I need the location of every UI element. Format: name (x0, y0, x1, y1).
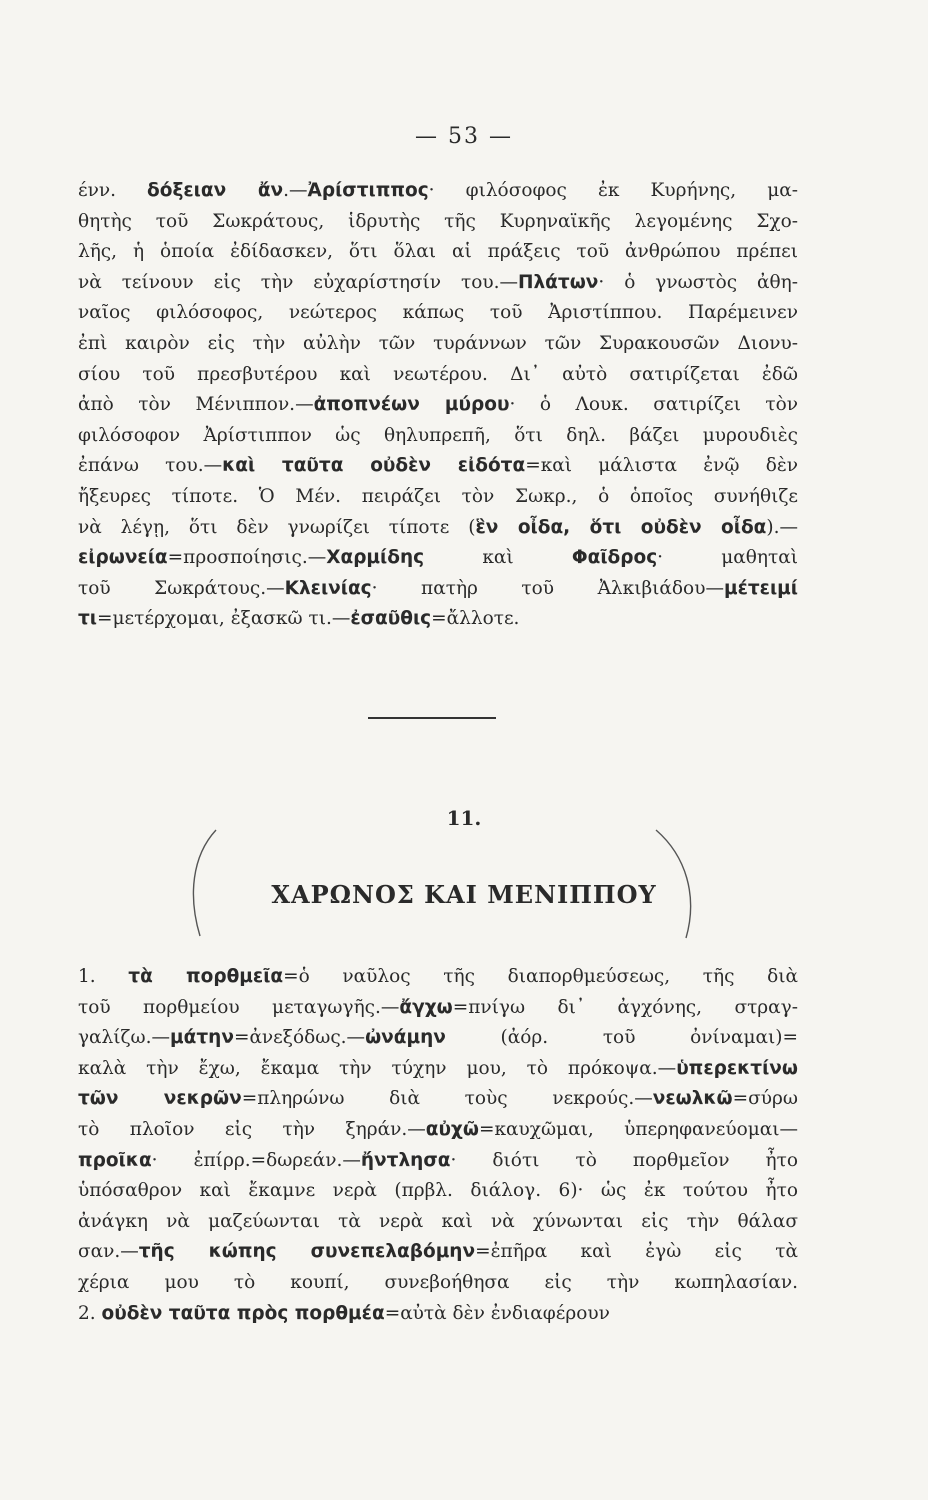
lemma-term: οὐδὲν ταῦτα πρὸς πορθμέα (101, 1302, 385, 1324)
lemma-term: ἤντλησα (360, 1149, 451, 1171)
lemma-term: Πλάτων (517, 271, 599, 293)
chapter-number: 11. (446, 806, 482, 830)
lemma-term: Κλεινίας (284, 577, 372, 599)
text-run: =καυχῶμαι, ὑπερηφανεύομαι— (478, 1118, 798, 1140)
text-line (78, 360, 798, 391)
text-line (78, 482, 798, 513)
lemma-term: τὰ πορθμεῖα (128, 966, 284, 987)
text-run: =προσποίησις.— (167, 547, 327, 569)
text-run: =ἄλλοτε. (431, 608, 520, 630)
text-line (78, 1023, 798, 1054)
text-run: =ἐπῆρα καὶ ἐγὼ εἰς τὰ (475, 1241, 798, 1263)
text-run: · μαθηταὶ (657, 547, 798, 569)
text-run: χέρια μου τὸ κουπί, συνεβοήθησα εἰς τὴν κωπηλασίαν. (78, 1271, 798, 1293)
lemma-term: νεωλκῶ (652, 1088, 733, 1110)
commentary-block-top (78, 176, 798, 635)
text-run: .— (283, 180, 308, 201)
text-line (78, 176, 798, 207)
text-run: νὰ τείνουν εἰς τὴν εὐχαρίστησίν του.— (78, 271, 518, 293)
text-line (78, 390, 798, 421)
text-run: · ἐπίρρ.=δωρεάν.— (151, 1149, 361, 1171)
text-run: ένν. (78, 180, 148, 201)
page-number: — 53 — (415, 124, 513, 149)
text-run: ἤξευρες τίποτε. Ὁ Μέν. πειράζει τὸν Σωκρ., ὁ ὁποῖος συνήθιζε (78, 485, 798, 507)
text-run: νὰ λέγῃ, ὅτι δὲν γνωρίζει τίποτε ( (78, 516, 476, 538)
text-run: · διότι τὸ πορθμεῖον ἦτο (450, 1149, 798, 1171)
text-run: τὸ πλοῖον εἰς τὴν ξηράν.— (78, 1118, 426, 1140)
text-line (78, 1084, 798, 1115)
text-line (78, 1054, 798, 1085)
lemma-term: ἓν οἶδα, ὅτι οὐδὲν οἶδα (475, 516, 767, 538)
text-line (78, 329, 798, 360)
lemma-term: Φαῖδρος (571, 547, 658, 569)
text-line (78, 1237, 798, 1268)
text-run: ὑπόσαθρον καὶ ἔκαμνε νερὰ (πρβλ. διάλογ. 6)· ὡς ἐκ τούτου ἦτο (78, 1180, 798, 1202)
commentary-block-bottom (78, 962, 798, 1329)
text-run: =σύρω (732, 1088, 798, 1110)
text-line (78, 513, 798, 544)
lemma-term: ὑπερεκτίνω (676, 1057, 798, 1079)
text-run: φιλόσοφον Ἀρίστιππον ὡς θηλυπρεπῆ, ὅτι δηλ. βάζει μυρουδιὲς (78, 424, 798, 446)
section-divider (368, 717, 496, 719)
text-run: καλὰ τὴν ἔχω, ἔκαμα τὴν τύχην μου, τὸ πρόκοψα.— (78, 1057, 677, 1079)
lemma-term: Ἀρίστιππος (307, 180, 429, 201)
lemma-term: Χαρμίδης (326, 547, 425, 569)
text-line (78, 421, 798, 452)
text-run: ναῖος φιλόσοφος, νεώτερος κάπως τοῦ Ἀριστίππου. Παρέμεινεν (78, 302, 798, 324)
text-run: ἀπὸ τὸν Μένιππον.— (78, 394, 314, 416)
lemma-term: αὐχῶ (425, 1118, 479, 1140)
text-run: καὶ (424, 547, 572, 569)
lemma-term: καὶ ταῦτα οὐδὲν εἰδότα (222, 455, 526, 477)
text-line (78, 574, 798, 605)
text-run: =πνίγω δι᾽ ἀγχόνης, στραγ- (452, 996, 798, 1018)
text-line (78, 543, 798, 574)
lemma-term: τι (78, 608, 98, 630)
lemma-term: εἰρωνεία (78, 547, 168, 569)
lemma-term: ἀποπνέων μύρου (313, 394, 510, 416)
text-run: =πληρώνω διὰ τοὺς νεκρούς.— (241, 1088, 653, 1110)
text-run: τοῦ Σωκράτους.— (78, 577, 285, 599)
text-run: (ἀόρ. τοῦ ὀνίναμαι)= (445, 1027, 798, 1049)
text-line (78, 993, 798, 1024)
text-run: τοῦ πορθμείου μεταγωγῆς.— (78, 996, 400, 1018)
text-run: · πατὴρ τοῦ Ἀλκιβιάδου— (371, 577, 724, 599)
lemma-term: δόξειαν ἄν (147, 180, 284, 201)
text-line (78, 268, 798, 299)
lemma-term: τῆς κώπης συνεπελαβόμην (138, 1241, 476, 1263)
text-run: =αὐτὰ δὲν ἐνδιαφέρουν (384, 1302, 610, 1324)
lemma-term: προῖκα (78, 1149, 152, 1171)
text-run: 1. (78, 966, 129, 987)
lemma-term: ἄγχω (399, 996, 453, 1018)
text-run: =ὁ ναῦλος τῆς διαπορθμεύσεως, τῆς διὰ (283, 966, 798, 987)
text-run: γαλίζω.— (78, 1027, 171, 1049)
text-line (78, 451, 798, 482)
lemma-term: μέτειμί (723, 577, 798, 599)
text-run: λῆς, ἡ ὁποία ἐδίδασκεν, ὅτι ὅλαι αἱ πράξεις τοῦ ἀνθρώπου πρέπει (78, 241, 798, 263)
text-run: =μετέρχομαι, ἐξασκῶ τι.— (97, 608, 351, 630)
text-line (78, 1146, 798, 1177)
text-run: 2. (78, 1302, 102, 1324)
text-line (78, 1115, 798, 1146)
text-run: · φιλόσοφος ἐκ Κυρήνης, μα- (428, 180, 798, 201)
text-run: σαν.— (78, 1241, 139, 1263)
text-run: θητὴς τοῦ Σωκράτους, ἱδρυτὴς τῆς Κυρηναϊκῆς λεγομένης Σχο- (78, 210, 798, 232)
lemma-term: ὠνάμην (365, 1027, 446, 1049)
text-line (78, 1299, 798, 1330)
text-line (78, 1268, 798, 1299)
text-run: ).— (766, 516, 798, 538)
text-run: ἀνάγκη νὰ μαζεύωνται τὰ νερὰ καὶ νὰ χύνωνται εἰς τὴν θάλασ (78, 1210, 798, 1232)
text-line (78, 1207, 798, 1238)
text-run: · ὁ γνωστὸς ἀθη- (598, 271, 798, 293)
text-run: ἐπάνω του.— (78, 455, 223, 477)
lemma-term: τῶν νεκρῶν (78, 1088, 242, 1110)
lemma-term: ἐσαῦθις (350, 608, 432, 630)
text-line (78, 237, 798, 268)
text-run: σίου τοῦ πρεσβυτέρου καὶ νεωτέρου. Δι᾽ αὐτὸ σατιρίζεται ἐδῶ (78, 363, 798, 385)
lemma-term: μάτην (170, 1027, 234, 1049)
text-line (78, 1176, 798, 1207)
chapter-title: ΧΑΡΩΝΟΣ ΚΑΙ ΜΕΝΙΠΠΟΥ (271, 880, 657, 909)
text-run: ἐπὶ καιρὸν εἰς τὴν αὐλὴν τῶν τυράννων τῶν Συρακουσῶν Διονυ- (78, 332, 798, 354)
text-run: · ὁ Λουκ. σατιρίζει τὸν (509, 394, 798, 416)
text-run: =ἀνεξόδως.— (233, 1027, 366, 1049)
text-line (78, 298, 798, 329)
text-line (78, 604, 798, 635)
text-line (78, 962, 798, 993)
text-line (78, 207, 798, 238)
text-run: =καὶ μάλιστα ἐνῷ δὲν (525, 455, 798, 477)
